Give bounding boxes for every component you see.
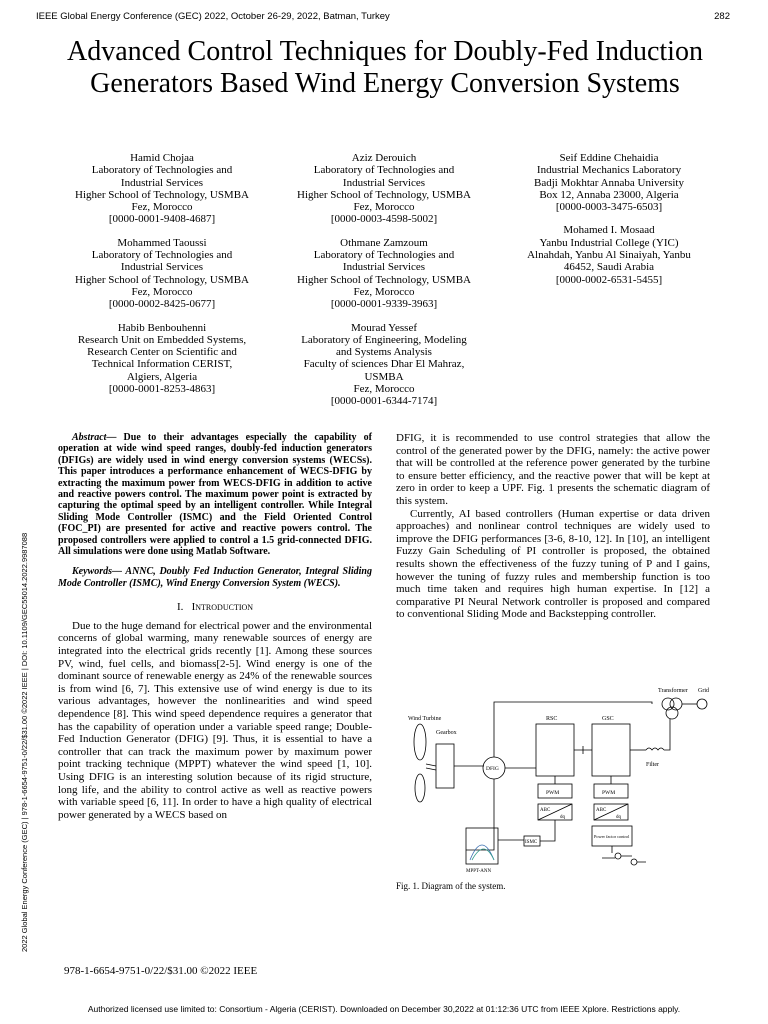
gsc-label: GSC: [602, 716, 614, 722]
intro-paragraph: Due to the huge demand for electrical power and the environmental concerns of global warming, many renewable sources of energy are integrated into the electrical grids recently [1]. Among these sources PV, wind, fuel cells, and biomass[2-5]. Wind energy is one of the dominant source of renewable energy as 24% of the renewable sources is from wind [6, 7]. This extensive use of wind energy is due to its various advantages, however the nonlinearities and wind speed dependence [8]. This wind speed dependence requires a generator that has the capability of operation under a variable speed range; Double-Fed Induction Generator (DFIG) [9]. Thus, it is essential to have a controller that can track the maximum power by maximum power point tracking technique (MPPT) whatever the wind speed [1, 10]. Using DFIG is an interesting solution because of its rigid structure, long life, and the ability to control active as well as reactive powers with variable speed [6, 11]. In order to have a high quality of electrical power generated by a WECS based on: [58, 619, 372, 821]
author-affiliation-line: Alnahdah, Yanbu Al Sinaiyah, Yanbu: [527, 249, 691, 262]
author-name: Habib Benbouhenni: [117, 321, 207, 334]
keywords: Keywords— ANNC, Doubly Fed Induction Generator, Integral Sliding Mode Controller (ISMC), Wind Energy Conversion System (WECS).: [58, 566, 372, 589]
page-number: 282: [714, 11, 730, 22]
author-column-2: [274, 152, 494, 419]
author-affiliation-line: 46452, Saudi Arabia: [563, 261, 655, 274]
author-affiliation-line: Industrial Mechanics Laboratory: [536, 164, 682, 177]
author-entry: [496, 224, 722, 285]
author-affiliation-line: [0000-0003-4598-5002]: [330, 213, 438, 226]
conference-header: IEEE Global Energy Conference (GEC) 2022, October 26-29, 2022, Batman, Turkey: [36, 11, 390, 22]
author-affiliation-line: Higher School of Technology, USMBA: [75, 273, 249, 286]
author-affiliation-line: Industrial Services: [342, 261, 426, 274]
author-affiliation-line: and Systems Analysis: [336, 346, 432, 359]
author-affiliation-line: Fez, Morocco: [131, 285, 193, 298]
author-affiliation-line: Faculty of sciences Dhar El Mahraz,: [303, 358, 465, 371]
transformer-label: Transformer: [658, 688, 688, 694]
author-affiliation-line: [0000-0003-3475-6503]: [555, 201, 663, 214]
right-paragraph-1: DFIG, it is recommended to use control strategies that allow the control of the generated power by the DFIG, namely: the active power that will be controlled at the reference power generated by the turbine to ensure better efficiency, and the reactive power that will be kept at zero in order to keep a UPF. Fig. 1 presents the schematic diagram of this system.: [396, 432, 710, 507]
author-name: Mohamed I. Mosaad: [563, 224, 655, 237]
filter-label: Filter: [646, 762, 659, 768]
author-column-1: [52, 152, 272, 406]
rsc-abc-label: ABC: [540, 808, 551, 813]
dfig-label: DFIG: [486, 766, 499, 772]
license-footer: Authorized licensed use limited to: Consortium - Algeria (CERIST). Downloaded on December 30,2022 at 01:12:36 UTC from IEEE Xplore. Restrictions apply.: [87, 1004, 681, 1014]
author-affiliation-line: [0000-0002-8425-0677]: [108, 298, 216, 311]
author-affiliation-line: [0000-0001-9408-4687]: [108, 213, 216, 226]
gsc-pwm-label: PWM: [602, 790, 616, 796]
author-entry: [274, 322, 494, 408]
rsc-dq-label: dq: [560, 815, 565, 820]
side-doi-text: 2022 Global Energy Conference (GEC) | 978-1-6654-9751-0/22/$31.00 ©2022 IEEE | DOI: 10.1109/GEC55014.2022.9987088: [20, 532, 29, 952]
author-affiliation-line: Fez, Morocco: [353, 201, 415, 214]
right-column: [396, 432, 710, 621]
author-affiliation-line: Laboratory of Technologies and: [313, 249, 455, 262]
author-affiliation-line: Laboratory of Engineering, Modeling: [301, 333, 467, 346]
author-name: Aziz Derouich: [351, 152, 417, 164]
abstract-text: Due to their advantages especially the capability of operation at wide wind speed ranges, doubly-fed induction generators (DFIGs) are widely used in wind energy conversion systems (WECSs). This paper introduces a performance enhancement of WECS-DFIG by extracting the maximum power from WECS-DFIG in addition to active and reactive powers control. The maximum power point is extracted by capturing the optimal speed by an intelligent controller. While Integral Sliding Mode Controller (ISMC) and the Field Oriented Control (FOC_PI) are presented for active and reactive powers control. The proposed controllers were applied to control a 1.5 grid-connected DFIG. All simulations were done using Matlab Software.: [58, 432, 372, 558]
rsc-block: [536, 724, 574, 776]
author-name: Mourad Yessef: [351, 321, 417, 334]
turbine-blade-icon: [414, 724, 426, 760]
gsc-abc-label: ABC: [596, 808, 607, 813]
author-affiliation-line: [0000-0001-8253-4863]: [108, 383, 216, 396]
pf-control-label: Power factor control: [594, 834, 630, 839]
author-affiliation-line: Laboratory of Technologies and: [313, 164, 455, 177]
author-name: Seif Eddine Chehaidia: [559, 152, 659, 164]
rsc-label: RSC: [546, 716, 558, 722]
grid-label: Grid: [698, 688, 709, 694]
abstract-label: Abstract—: [72, 432, 117, 443]
author-affiliation-line: Laboratory of Technologies and: [91, 164, 233, 177]
ismc-label: ISMC: [525, 840, 538, 845]
author-affiliation-line: Algiers, Algeria: [126, 370, 198, 383]
left-column: [58, 432, 372, 821]
author-affiliation-line: Box 12, Annaba 23000, Algeria: [539, 188, 679, 201]
author-name: Hamid Chojaa: [130, 152, 194, 164]
author-affiliation-line: [0000-0002-6531-5455]: [555, 273, 663, 286]
author-entry: [274, 237, 494, 311]
grid-icon: [697, 699, 707, 709]
system-diagram: [396, 680, 714, 876]
author-affiliation-line: Yanbu Industrial College (YIC): [539, 236, 679, 249]
author-affiliation-line: Technical Information CERIST,: [91, 358, 233, 371]
author-entry: [52, 322, 272, 396]
author-affiliation-line: Industrial Services: [120, 261, 204, 274]
author-entry: [52, 237, 272, 311]
author-affiliation-line: Higher School of Technology, USMBA: [75, 188, 249, 201]
author-affiliation-line: Industrial Services: [342, 176, 426, 189]
author-entry: [496, 152, 722, 213]
abstract: [58, 432, 372, 557]
rsc-pwm-label: PWM: [546, 790, 560, 796]
right-paragraph-2: Currently, AI based controllers (Human expertise or data driven approaches) and nonlinear control techniques are widely used to improve the DFIG performances [3-6, 8-10, 12]. In [10], an intelligent Fuzzy Gain Scheduling of PI controller is proposed, the obtained results shown the effectiveness of the fuzzy tuning of P and I gains, however the tuning of fuzzy rules and membership function is too much time taken and requires high human expertise. In [12] a comparative PI Neural Network controller is proposed and compared to conventional Sliding Mode and Backstepping controller.: [396, 507, 710, 621]
author-affiliation-line: Fez, Morocco: [131, 201, 193, 214]
author-affiliation-line: Higher School of Technology, USMBA: [297, 188, 471, 201]
author-entry: [52, 152, 272, 226]
author-affiliation-line: Research Center on Scientific and: [87, 346, 237, 359]
section-heading: I. Introduction: [176, 601, 254, 614]
author-column-3: [496, 152, 722, 297]
gsc-block: [592, 724, 630, 776]
author-affiliation-line: Badji Mokhtar Annaba University: [533, 176, 684, 189]
author-affiliation-line: Research Unit on Embedded Systems,: [77, 333, 247, 346]
wind-turbine-label: Wind Turbine: [408, 716, 442, 722]
author-affiliation-line: [0000-0001-6344-7174]: [330, 395, 438, 408]
author-affiliation-line: Fez, Morocco: [353, 383, 415, 396]
author-entry: [274, 152, 494, 226]
author-affiliation-line: Laboratory of Technologies and: [91, 249, 233, 262]
isbn-line: 978-1-6654-9751-0/22/$31.00 ©2022 IEEE: [64, 965, 258, 977]
author-name: Mohammed Taoussi: [117, 236, 207, 249]
gearbox-icon: [436, 744, 454, 788]
gsc-dq-label: dq: [616, 815, 621, 820]
gearbox-label: Gearbox: [436, 730, 457, 736]
author-affiliation-line: Fez, Morocco: [353, 285, 415, 298]
paper-title: Advanced Control Techniques for Doubly-Fed Induction Generators Based Wind Energy Conversion Systems: [67, 36, 703, 99]
author-affiliation-line: Higher School of Technology, USMBA: [297, 273, 471, 286]
figure-caption: Fig. 1. Diagram of the system.: [396, 881, 506, 891]
author-affiliation-line: [0000-0001-9339-3963]: [330, 298, 438, 311]
author-affiliation-line: USMBA: [364, 370, 404, 383]
mppt-ann-label: MPPT-ANN: [466, 869, 492, 874]
author-affiliation-line: Industrial Services: [120, 176, 204, 189]
author-name: Othmane Zamzoum: [340, 236, 428, 249]
